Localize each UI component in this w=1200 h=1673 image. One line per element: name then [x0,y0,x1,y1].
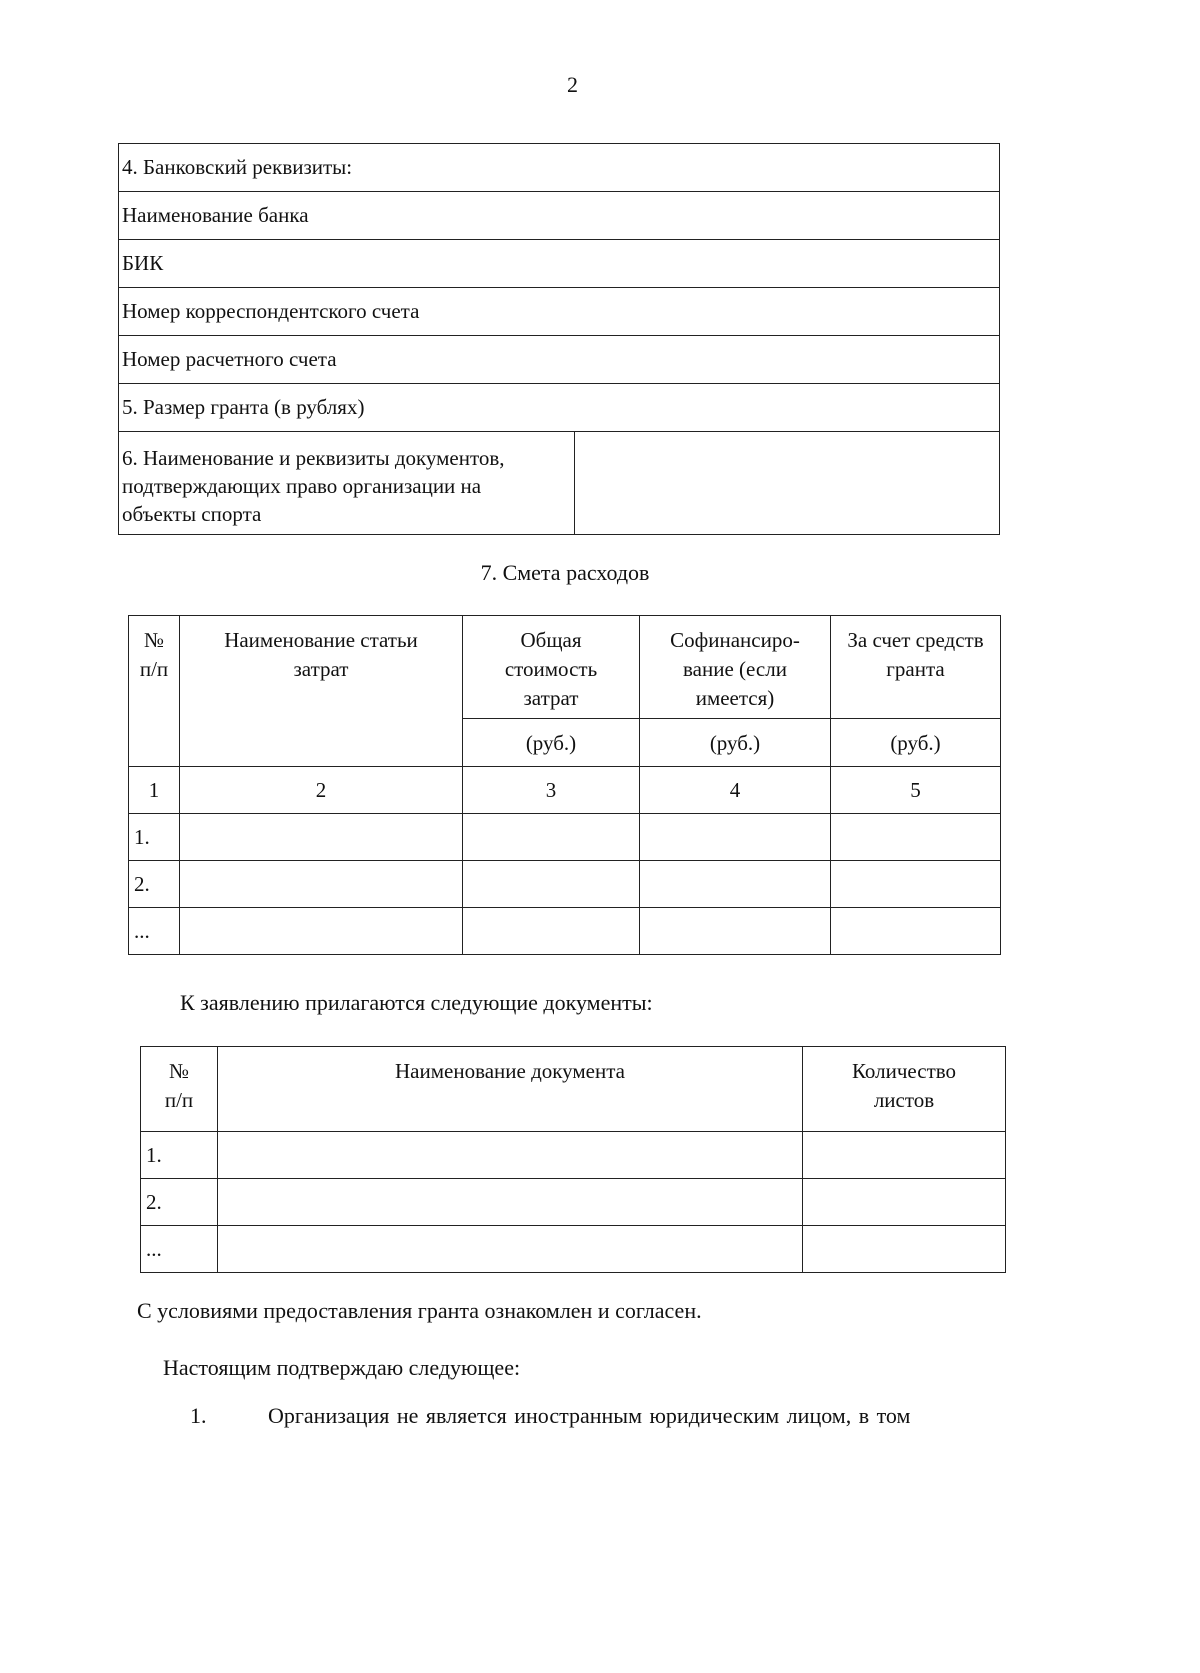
col-header-cofinancing: Софинансиро- вание (если имеется) [640,616,831,719]
table-row [129,814,1001,861]
table-cell [803,1132,1006,1179]
table-row [141,1132,1006,1179]
col-header-name: Наименование статьи затрат [180,616,463,767]
col-number: 4 [640,767,831,814]
table-row [119,240,1000,288]
table-cell [463,814,640,861]
col-header-grant: За счет средств гранта [831,616,1001,719]
table-row [119,336,1000,384]
requisites-bank-heading: 4. Банковский реквизиты: [119,144,1000,192]
table-cell [640,814,831,861]
requisites-bank-name: Наименование банка [119,192,1000,240]
table-cell [803,1226,1006,1273]
list-item-text: Организация не является иностранным юридическим лицом, в том [268,1403,911,1428]
col-header-document-name: Наименование документа [218,1047,803,1132]
row-number: 2. [141,1179,218,1226]
attachments-title: К заявлению прилагаются следующие документы: [180,990,653,1015]
col-number: 5 [831,767,1001,814]
col-number: 2 [180,767,463,814]
estimate-title: 7. Смета расходов [480,560,650,585]
column-number-row [129,767,1001,814]
table-cell [218,1179,803,1226]
table-cell [180,814,463,861]
requisites-corr-account: Номер корреспондентского счета [119,288,1000,336]
table-row [119,432,1000,535]
unit-cofinancing: (руб.) [640,719,831,767]
requisites-settlement-account: Номер расчетного счета [119,336,1000,384]
agreement-statement: С условиями предоставления гранта ознакомлен и согласен. [137,1298,702,1323]
table-cell [831,814,1001,861]
table-row [129,908,1001,955]
requisites-grant-amount: 5. Размер гранта (в рублях) [119,384,1000,432]
row-number: 1. [141,1132,218,1179]
unit-grant: (руб.) [831,719,1001,767]
col-number: 1 [129,767,180,814]
col-number: 3 [463,767,640,814]
row-number: 1. [129,814,180,861]
col-header-no: № п/п [141,1047,218,1132]
table-header-row [129,616,1001,719]
table-cell [218,1226,803,1273]
table-row [129,861,1001,908]
col-header-sheet-count: Количество листов [803,1047,1006,1132]
table-cell [463,861,640,908]
row-number: ... [129,908,180,955]
requisites-table [118,143,1000,535]
page-number: 2 [567,72,578,97]
attachments-table [140,1046,1006,1273]
table-header-row [141,1047,1006,1132]
row-number: 2. [129,861,180,908]
table-row [119,144,1000,192]
table-cell [831,908,1001,955]
col-header-no: № п/п [129,616,180,767]
requisites-documents-label: 6. Наименование и реквизиты документов, подтверждающих право организации на объекты спорта [119,432,575,535]
estimate-table [128,615,1001,955]
col-header-total: Общая стоимость затрат [463,616,640,719]
table-row [119,384,1000,432]
table-cell [640,908,831,955]
table-row [141,1179,1006,1226]
table-cell [218,1132,803,1179]
requisites-documents-value [575,432,1000,535]
table-cell [640,861,831,908]
table-cell [463,908,640,955]
requisites-bik: БИК [119,240,1000,288]
table-cell [180,908,463,955]
list-item-number: 1. [190,1403,207,1428]
table-row [119,288,1000,336]
table-row [141,1226,1006,1273]
table-cell [831,861,1001,908]
confirmation-intro: Настоящим подтверждаю следующее: [163,1355,521,1380]
unit-total: (руб.) [463,719,640,767]
row-number: ... [141,1226,218,1273]
table-cell [180,861,463,908]
table-cell [803,1179,1006,1226]
table-row [119,192,1000,240]
